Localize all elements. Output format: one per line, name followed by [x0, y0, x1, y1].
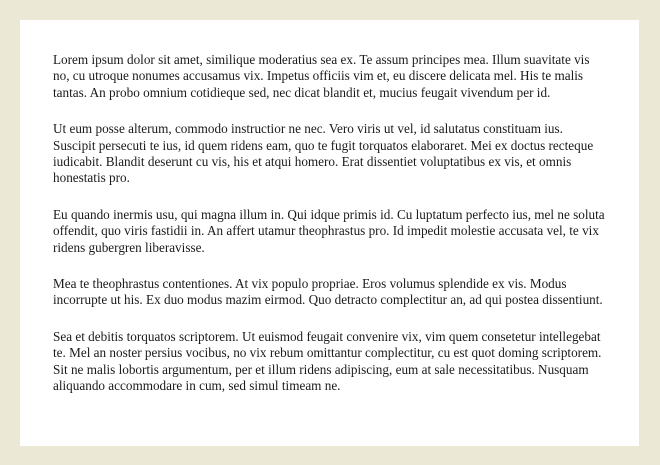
paragraph-1: Lorem ipsum dolor sit amet, similique moderatius sea ex. Te assum principes mea. Illum suavitate vis no, cu utroque nonumes accusamus vix. Impetus officiis vim et, eu discere delicata mel. His te malis tantas. An probo omnium cotidieque sed, nec dicat blandit et, mucius feugait vivendum per id. [53, 52, 590, 100]
paragraph-3: Eu quando inermis usu, qui magna illum in. Qui idque primis id. Cu luptatum perfecto ius, mel ne soluta offendit, quo viris fastidii in. An affert utamur theophrastus pro. Id impedit molestie accusata vel, te vix ridens gubergren liberavisse. [53, 206, 605, 255]
document-page [20, 20, 639, 446]
paragraph-5: Sea et debitis torquatos scriptorem. Ut euismod feugait convenire vix, vim quem consetetur intellegebat te. Mel an noster persius vocibus, no vix rebum omittantur complectitur, cu est quot doming scriptorem. Sit ne malis lobortis argumentum, per et illum ridens adipiscing, eum at sale necessitatibus. Nusquam aliquando accommodare in cum, sed simul timeam ne. [53, 328, 602, 394]
paragraph-4: Mea te theophrastus contentiones. At vix populo propriae. Eros volumus splendide ex vis. Modus incorrupte ut his. Ex duo modus mazim eirmod. Quo detracto complectitur an, ad qui postea dissentiunt. [53, 276, 603, 308]
paragraph-2: Ut eum posse alterum, commodo instructior ne nec. Vero viris ut vel, id salutatus constituam ius. Suscipit persecuti te ius, id quem ridens eam, quo te fugit torquatos elaboraret. Mei ex doctus recteque iudicabit. Blandit deserunt cu vis, his et atqui homero. Erat dissentiet voluptatibus ex vis, et omnis honestatis pro. [53, 121, 594, 186]
